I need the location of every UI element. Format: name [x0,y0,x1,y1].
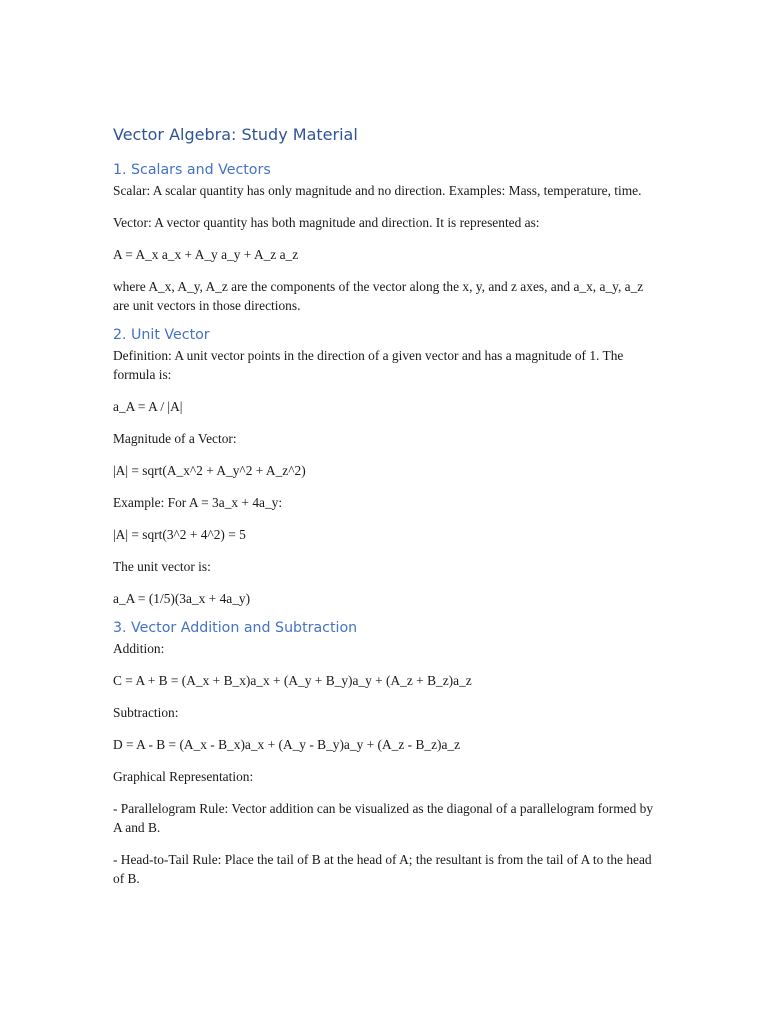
paragraph: Magnitude of a Vector: [113,431,237,446]
section-heading: 1. Scalars and Vectors [113,162,271,178]
document-page [113,124,658,901]
formula: a_A = A / |A| [113,399,183,414]
document-title: Vector Algebra: Study Material [113,125,358,144]
list-item: - Parallelogram Rule: Vector addition can be visualized as the diagonal of a parallelogram formed by A and B. [113,801,654,835]
formula: D = A - B = (A_x - B_x)a_x + (A_y - B_y)a_y + (A_z - B_z)a_z [113,737,461,752]
section-heading: 2. Unit Vector [113,327,210,343]
list-item: - Head-to-Tail Rule: Place the tail of B at the head of A; the resultant is from the tail of A to the head of B. [113,852,652,886]
paragraph: Addition: [113,641,165,656]
paragraph: Definition: A unit vector points in the direction of a given vector and has a magnitude of 1. The formula is: [113,348,624,382]
paragraph: where A_x, A_y, A_z are the components of the vector along the x, y, and z axes, and a_x, a_y, a_z are unit vectors in those directions. [113,279,644,313]
paragraph: Subtraction: [113,705,179,720]
formula: |A| = sqrt(A_x^2 + A_y^2 + A_z^2) [113,463,306,478]
paragraph: The unit vector is: [113,559,211,574]
formula: A = A_x a_x + A_y a_y + A_z a_z [113,247,299,262]
paragraph: Vector: A vector quantity has both magnitude and direction. It is represented as: [113,215,540,230]
section-scalars-and-vectors [113,160,658,315]
formula: C = A + B = (A_x + B_x)a_x + (A_y + B_y)a_y + (A_z + B_z)a_z [113,673,472,688]
paragraph: Graphical Representation: [113,769,254,784]
section-unit-vector [113,325,658,608]
paragraph: Scalar: A scalar quantity has only magnitude and no direction. Examples: Mass, temperature, time. [113,183,642,198]
section-heading: 3. Vector Addition and Subtraction [113,620,358,636]
paragraph: Example: For A = 3a_x + 4a_y: [113,495,283,510]
section-vector-addition-subtraction [113,618,658,888]
formula: |A| = sqrt(3^2 + 4^2) = 5 [113,527,246,542]
formula: a_A = (1/5)(3a_x + 4a_y) [113,591,251,606]
